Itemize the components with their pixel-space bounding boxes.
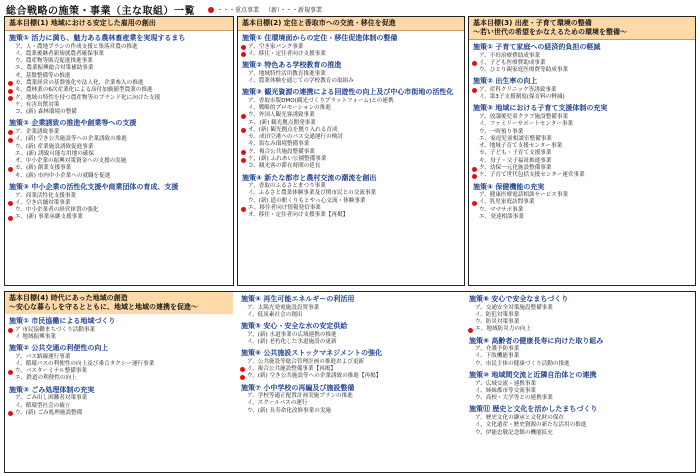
measure-item: エ、地域防災力の向上	[475, 326, 695, 333]
measure-item: ウ、外国人観光客誘致事業	[248, 112, 464, 119]
measure-item: ウ、(新) ごみ処理施設整備	[15, 410, 237, 417]
measure-item: ウ、伊能忠敬記念館の機能拡充	[475, 429, 553, 436]
measure-title: 施策⑤ 安心・安全な水の安定供給	[241, 322, 348, 331]
measure-item: ア、(新) 水道事業の広域連携の推進	[247, 331, 337, 338]
measure-item: ア 市民協働まちづくり活動事業	[15, 327, 237, 334]
measure-item: ア、商業活性化支援事業	[15, 192, 77, 199]
measure-item: イ、農業体験を通じての学校教育の取組み	[248, 77, 354, 84]
measure-title: 施策④ 保健機能の充実	[473, 182, 545, 191]
measure-title: 施策⑦ 小中学校の再編及び施設整備	[241, 383, 355, 392]
measure-item: カ、成田空港へのバス交通運行の検討	[248, 134, 343, 141]
goal-heading	[469, 17, 695, 40]
measure-item: ウ、高校・大学等との連携事業	[475, 395, 553, 402]
goal-column	[469, 43, 695, 221]
measure-item: カ、農業経営の基盤強化や法人化、企業参入の推進	[15, 80, 233, 87]
measure-item: オ、基盤整備等の推進	[15, 72, 71, 79]
measure-item: ケ、(新) ふれあい公園整備事業	[248, 156, 464, 163]
measure-item: ア、不妊治療費助成事業	[479, 52, 541, 59]
goal-box-4	[4, 291, 696, 473]
goal-heading	[238, 17, 464, 31]
measure-item: エ、家庭児童相談室整備事業	[479, 135, 552, 142]
measure-item: イ、下肢機能事業	[475, 353, 520, 360]
key-marker-icon	[208, 7, 214, 13]
measure-item: ア、バス路線運行事業	[15, 353, 71, 360]
measure-item: オ、移住・定住者向け支援事業【再掲】	[248, 212, 349, 219]
measure-item: ウ、農産物等販売促進推進事業	[15, 58, 93, 65]
measure-item: オ、地域子育て支援センター事業	[479, 143, 563, 150]
measure-item: イ、複合公共施設整備事業【再掲】	[247, 366, 465, 373]
goal-column	[5, 314, 237, 472]
measure-title: 施策② 公共交通の利便性の向上	[9, 344, 109, 353]
measure-item: ア、企業誘致事業	[15, 129, 233, 136]
measure-item: ウ、(新) 長寿命化改修事業の実施	[247, 407, 332, 414]
measure-item: イ、農業後継者新規就農者確保事業	[15, 50, 104, 57]
measure-item: ウ、ママサポ事業	[479, 206, 524, 213]
measure-title: 施策④ 再生可能エネルギーの利活用	[241, 295, 355, 303]
measure-item: ケ、子育て世代包括支援センター運営事業	[479, 172, 695, 179]
measure-item: エ、鉄道の利便性の向上	[15, 375, 77, 382]
goal-box-1	[4, 16, 234, 286]
measure-item: キ、(新) 市内中小企業への就職を促進	[15, 172, 111, 179]
measure-item: エ、(新) 事業承継支援事業	[15, 214, 233, 221]
goal-title: 基本目標(4) 時代にあった地域の創造	[9, 294, 128, 302]
measure-item: ア、太陽光発電施設設置事業	[247, 304, 320, 311]
goal-subtitle: ～安心な暮らしを守るとともに、地域と地域の連携を促進～	[9, 303, 198, 311]
measure-item: イ、(新) 空き公共施設等への企業誘致の推進	[15, 136, 233, 143]
measure-title: 施策① 活力に満ち、魅力ある農林畜産業を実現するまち	[9, 34, 186, 42]
page-title: 総合戦略の施策・事業（主な取組）一覧	[6, 6, 195, 17]
measure-title: 施策③ 中小企業の活性化支援や商業団体の育成、支援	[9, 183, 179, 192]
measure-item: エ、農業振興総合対策補助事業	[15, 65, 94, 72]
measure-item: ウ、(新) 道の駅くりもとやっ心交流・体験事業	[248, 197, 366, 204]
measure-item: カ、(新) 創業支援事業	[15, 165, 233, 172]
measure-item: コ、観光客の滞在時間の延長	[248, 163, 321, 170]
measure-item: コ、(新) 森林環境の整備	[15, 109, 77, 116]
measure-item: イ、低炭素社会の創出	[247, 311, 303, 318]
measure-item: イ、戦略的プロモーションの推進	[248, 104, 331, 111]
measure-item: ア、学校等適正配置計画実施プランの推進	[247, 393, 353, 400]
measure-title: 施策① 市民協働による地域づくり	[9, 317, 116, 325]
measure-title: 施策② 企業誘致の推進や創業等への支援	[9, 119, 137, 128]
measure-title: 施策⑩ 地域間交流と近隣自治体との連携	[469, 371, 597, 380]
goal-column	[237, 292, 465, 472]
measure-item: ク、地域の特性を持つ農産物等のブランド化に向けた支援	[15, 95, 233, 102]
measure-item: イ、第3子支援制度(保育料の軽減)	[479, 94, 565, 101]
measure-item: ウ、市民主体の健康づくり活動の推進	[475, 360, 570, 367]
goal-title: 基本目標(1) 地域における安定した雇用の創出	[9, 19, 156, 27]
measure-item: イ、ふるさと農業体験事業及び関市民との交流事業	[248, 190, 377, 197]
measure-item: ア、広域交流・連携事業	[475, 380, 537, 387]
measure-item: ウ、中小企業者の経営体質の強化	[15, 207, 99, 214]
measure-item: イ、(新) 老朽化した水道施設の更新	[247, 338, 337, 345]
measure-title: 施策① 住環境面からの定住・移住促進体制の整備	[242, 34, 398, 42]
measure-item: エ、(新) 誘致可能な用地の確保	[15, 150, 95, 157]
goal-column	[5, 34, 233, 222]
measure-item: イ、姉妹都市等交流事業	[475, 387, 537, 394]
measure-item: イ、循環型社会の確立	[15, 402, 71, 409]
goal-title: 基本目標(2) 定住と香取市への交流・移住を促進	[242, 19, 396, 27]
measure-item: エ、移住者向け情報発信事業	[248, 205, 464, 212]
measure-item: ア、香取市版DMO(観光づくりプラットフォーム)との連携	[248, 97, 394, 104]
measure-title: 施策① 子育て家庭への経済的負担の軽減	[473, 43, 601, 51]
measure-title: 施策② 出生率の向上	[473, 77, 538, 86]
legend-key-label: ・・・重点事業	[217, 7, 260, 14]
measure-item: ア、ごみ出し困難者対策事業	[15, 395, 88, 402]
measure-item: キ、街なみ環境整備事業	[248, 141, 310, 148]
goal-box-2	[237, 16, 465, 286]
measure-title: 施策⑨ 高齢者の健康長寿に向けた取り組み	[469, 336, 604, 345]
measure-item: ア、歴史文化の継承と文化財の保存	[475, 414, 565, 421]
goal-heading	[5, 292, 233, 314]
goal-column	[238, 34, 464, 220]
measure-item: ア、産科クリニック等誘致事業	[479, 87, 695, 94]
measure-item: キ、農林業の6次産業化による高付加価値型農業の推進	[15, 87, 233, 94]
goal-subtitle: ～若い世代の希望をかなえるための環境を整備～	[473, 28, 627, 36]
goal-title: 基本目標(3) 出産・子育て環境の整備	[473, 19, 592, 27]
goal-column	[465, 292, 695, 472]
measure-item: ア、交通安全対策施設整備事業	[475, 304, 553, 311]
measure-item: ア、放課後児童クラブ施設整備事業	[479, 113, 569, 120]
goal-heading	[5, 17, 233, 31]
legend-new-label: （新）・・・新規事業	[265, 7, 323, 14]
measure-item: イ、スクールバスの運行	[247, 400, 308, 407]
measure-item: イ、乳児家庭訪問事業	[479, 199, 695, 206]
goal-box-3	[468, 16, 696, 286]
measure-title: 施策④ 新たな都市と農村交流の潮流を創出	[242, 173, 377, 182]
measure-title: 施策③ 観光資源の連携による回遊性の向上及び中心市街地の活性化	[242, 88, 454, 97]
measure-item: オ、(新) 観光拠点を拠り入れる育成	[248, 127, 464, 134]
measure-item: イ、循環バスの利便性の向上及び乗合タクシー運行事業	[15, 360, 155, 367]
measure-item: ウ、一時預り事業	[479, 128, 524, 135]
measure-item: イ、ファミリーサポートセンター事業	[479, 121, 574, 128]
measure-item: イ、空き店舗対策事業	[15, 200, 233, 207]
measure-item: ア、人・農地プランの作成支援と集落営農の推進	[15, 43, 138, 50]
measure-item: ウ、ひとり親家庭医療費等助成事業	[479, 67, 569, 74]
measure-item: オ、中小企業の振興対策資金への支援の実施	[15, 158, 127, 165]
measure-item: ク、幼保一元化施設整備事業	[479, 165, 695, 172]
measure-item: カ、子ども・子育て支援事業	[479, 150, 552, 157]
measure-title: 施策③ ごみ処理体制の充実	[9, 385, 95, 394]
measure-item: イ 地域振興事業	[15, 333, 56, 340]
measure-title: 施策⑥ 公共施設ストックマネジメントの強化	[241, 349, 382, 358]
measure-item: ア、公共施設等総合管理計画の推進および更新	[247, 358, 365, 365]
measure-item: エ、(新) 観光拠点開発事業	[248, 119, 316, 126]
measure-item: イ、文化遺産・歴史資源の新たな活用の推進	[475, 422, 587, 429]
measure-item: イ、移住・定住者向け支援事業	[248, 51, 464, 58]
measure-title: 施策⑧ 安心で安全なまちづくり	[469, 295, 569, 303]
measure-item: ウ、バスターミナル整備事業	[15, 368, 237, 375]
measure-item: ウ、防災対策事業	[475, 319, 520, 326]
legend	[208, 5, 322, 14]
measure-title: 施策② 特色ある学校教育の推進	[242, 61, 342, 70]
measure-title: 施策③ 地域における子育て支援体制の充実	[473, 104, 608, 113]
measure-item: イ、子ども医療費助成事業	[479, 60, 695, 67]
measure-item: ア、健康医療電話相談サービス事業	[479, 192, 569, 199]
measure-item: ア、地域特性活用教育推進事業	[248, 70, 326, 77]
measure-item: ア、空き家バンク事業	[248, 44, 464, 51]
measure-item: ウ、(新) 空き公共施設等への企業誘致の推進【再掲】	[247, 373, 465, 380]
measure-title: 施策⑪ 歴史と文化を活かしたまちづくり	[469, 405, 598, 414]
measure-item: イ、防犯対策事業	[475, 311, 520, 318]
measure-item: ア、香取のふるさとまつり事業	[248, 183, 326, 190]
measure-item: エ、発達相談事業	[479, 214, 524, 221]
measure-item: ウ、(新) 産業施設誘致促進事業	[15, 143, 94, 150]
measure-item: ク、複合公共施設整備事業	[248, 149, 464, 156]
measure-item: ケ、有害鳥獣対策	[15, 101, 60, 108]
measure-item: ア、介護予防事業	[475, 346, 520, 353]
measure-item: キ、母子・父子福祉推進事業	[479, 157, 552, 164]
